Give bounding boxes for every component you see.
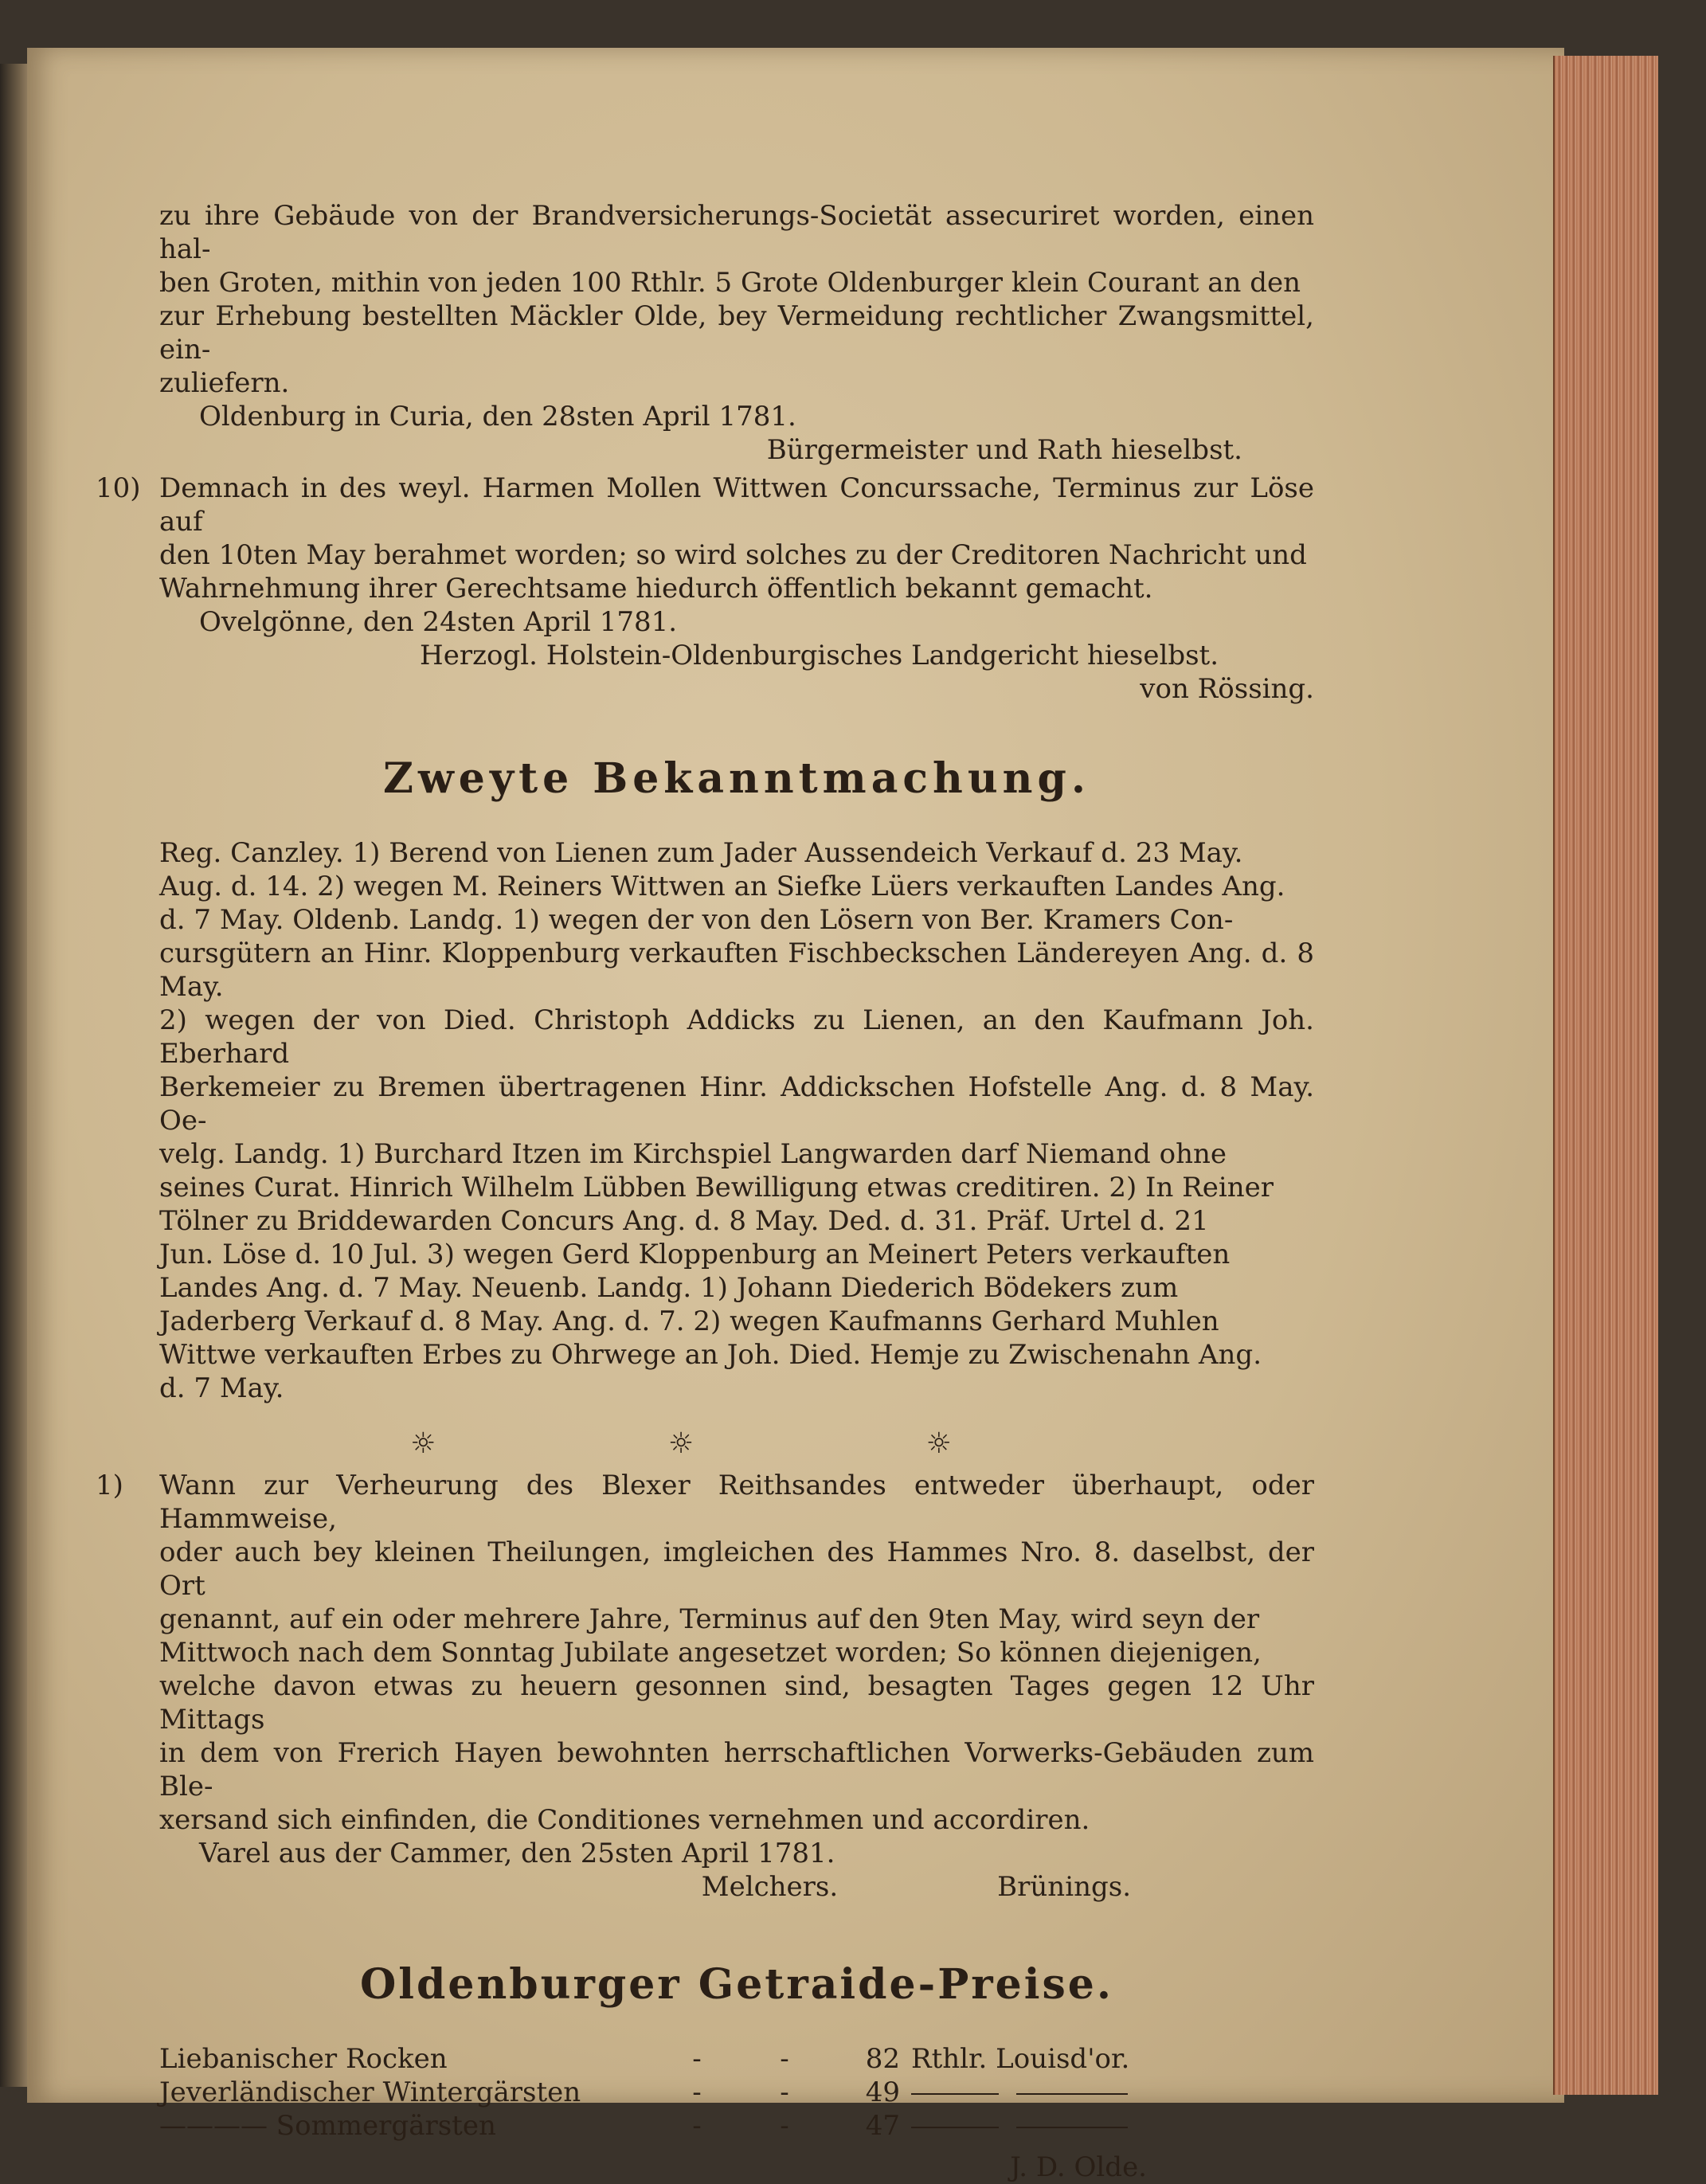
notice-1 (96, 1469, 1314, 1904)
price-value: 47 (865, 2110, 900, 2142)
notice-line: zuliefern. (159, 367, 290, 399)
price-value: 49 (865, 2076, 900, 2108)
price-row (159, 2042, 1314, 2076)
announcement-line: Landes Ang. d. 7 May. Neuenb. Landg. 1) Johann Diederich Bödekers zum (159, 1272, 1179, 1304)
announcement-line: Tölner zu Briddewarden Concurs Ang. d. 8 May. Ded. d. 31. Präf. Urtel d. 21 (159, 1205, 1209, 1237)
notice-line: ben Groten, mithin von jeden 100 Rthlr. 5 Grote Oldenburger klein Courant an den (159, 267, 1301, 299)
dash: - (780, 2076, 789, 2108)
announcement-line: Wittwe verkauften Erbes zu Ohrwege an Joh. Died. Hemje zu Zwischenahn Ang. (159, 1339, 1262, 1371)
ditto-rule (911, 2109, 1128, 2143)
signature: Brünings. (997, 1871, 1131, 1903)
price-row (159, 2109, 1314, 2143)
notice-continuation (159, 199, 1314, 467)
place-date: Oldenburg in Curia, den 28sten April 1781. (199, 401, 796, 432)
dash: - (780, 2110, 789, 2142)
notice-line: Wann zur Verheurung des Blexer Reithsandes entweder überhaupt, oder Hammweise, (159, 1470, 1314, 1535)
place-date: Varel aus der Cammer, den 25sten April 1781. (199, 1838, 835, 1869)
notice-line: den 10ten May berahmet worden; so wird solches zu der Creditoren Nachricht und (159, 539, 1307, 571)
announcement-line: Jaderberg Verkauf d. 8 May. Ang. d. 7. 2) wegen Kaufmanns Gerhard Muhlen (159, 1305, 1219, 1337)
notice-line: zu ihre Gebäude von der Brandversicherungs-Societät assecuriret worden, einen hal- (159, 200, 1314, 265)
dash: - (692, 2043, 702, 2075)
dash: - (780, 2043, 789, 2075)
announcement-line: cursgütern an Hinr. Kloppenburg verkauften Fischbeckschen Ländereyen Ang. d. 8 May. (159, 937, 1314, 1003)
grain-price-table (159, 2042, 1314, 2184)
announcement-line: Reg. Canzley. 1) Berend von Lienen zum Jader Aussendeich Verkauf d. 23 May. (159, 837, 1243, 869)
dash: - (692, 2076, 702, 2108)
price-value: 82 (865, 2043, 900, 2075)
notice-number: 10) (96, 472, 141, 504)
announcement-line: d. 7 May. (159, 1372, 284, 1404)
announcement-line: seines Curat. Hinrich Wilhelm Lübben Bewilligung etwas creditiren. 2) In Reiner (159, 1172, 1274, 1204)
notice-line: Wahrnehmung ihrer Gerechtsame hiedurch öffentlich bekannt gemacht. (159, 573, 1153, 605)
notice-line: zur Erhebung bestellten Mäckler Olde, bey Vermeidung rechtlicher Zwangsmittel, ein- (159, 300, 1314, 366)
grain-name: Jeverländischer Wintergärsten (159, 2076, 581, 2108)
notice-line: Demnach in des weyl. Harmen Mollen Wittwen Concurssache, Terminus zur Löse auf (159, 472, 1314, 538)
place-date: Ovelgönne, den 24sten April 1781. (199, 606, 678, 638)
announcement-line: velg. Landg. 1) Burchard Itzen im Kirchspiel Langwarden darf Niemand ohne (159, 1138, 1227, 1170)
notice-line: welche davon etwas zu heuern gesonnen sind, besagten Tages gegen 12 Uhr Mittags (159, 1670, 1314, 1736)
section-heading: Zweyte Bekanntmachung. (383, 754, 1090, 803)
grain-name: Liebanischer Rocken (159, 2043, 448, 2075)
signature: Herzogl. Holstein-Oldenburgisches Landgericht hieselbst. (420, 640, 1219, 671)
notice-line: in dem von Frerich Hayen bewohnten herrschaftlichen Vorwerks-Gebäuden zum Ble- (159, 1737, 1314, 1802)
notice-line: oder auch bey kleinen Theilungen, imgleichen des Hammes Nro. 8. daselbst, der Ort (159, 1536, 1314, 1602)
section-heading: Oldenburger Getraide-Preise. (360, 1960, 1113, 2009)
signature: von Rössing. (1140, 673, 1314, 705)
announcement-line: Berkemeier zu Bremen übertragenen Hinr. Addickschen Hofstelle Ang. d. 8 May. Oe- (159, 1071, 1314, 1137)
dash: - (692, 2110, 702, 2142)
announcement-line: Jun. Löse d. 10 Jul. 3) wegen Gerd Kloppenburg an Meinert Peters verkauften (159, 1239, 1231, 1270)
notice-line: xersand sich einfinden, die Conditiones vernehmen und accordiren. (159, 1804, 1090, 1836)
page-text (96, 199, 1314, 2184)
price-unit: Rthlr. Louisd'or. (911, 2043, 1130, 2075)
notice-line: Mittwoch nach dem Sonntag Jubilate angesetzet worden; So können diejenigen, (159, 1637, 1262, 1669)
notice-10 (96, 472, 1314, 706)
ditto-rule (911, 2076, 1128, 2109)
notice-line: genannt, auf ein oder mehrere Jahre, Terminus auf den 9ten May, wird seyn der (159, 1603, 1260, 1635)
page-stack-edges (1553, 56, 1658, 2095)
announcement-line: 2) wegen der von Died. Christoph Addicks zu Lienen, an den Kaufmann Joh. Eberhard (159, 1004, 1314, 1070)
grain-name: ———— Sommergärsten (159, 2110, 496, 2142)
announcement-line: Aug. d. 14. 2) wegen M. Reiners Wittwen an Siefke Lüers verkauften Landes Ang. (159, 871, 1285, 902)
signature: J. D. Olde. (1010, 2151, 1147, 2183)
signature: Bürgermeister und Rath hieselbst. (766, 434, 1242, 466)
announcement-line: d. 7 May. Oldenb. Landg. 1) wegen der von den Lösern von Ber. Kramers Con- (159, 904, 1234, 936)
second-announcement-list (159, 836, 1314, 1405)
notice-number: 1) (96, 1470, 123, 1501)
sun-ornament-divider: ☼ ☼ ☼ (410, 1427, 1063, 1460)
signature: Melchers. (701, 1871, 839, 1903)
signatures (159, 1870, 1314, 1904)
price-row (159, 2076, 1314, 2109)
